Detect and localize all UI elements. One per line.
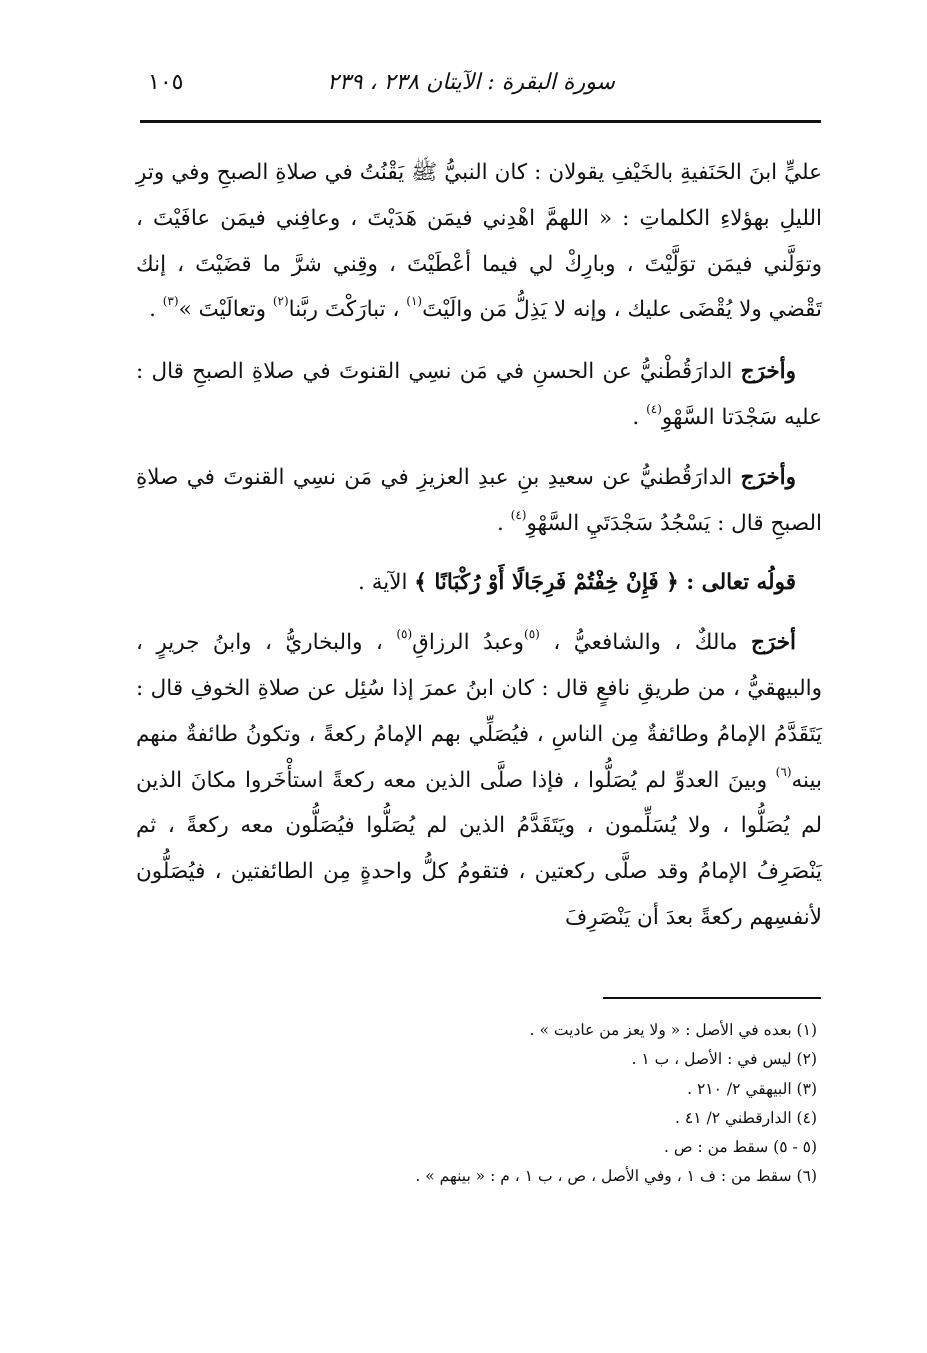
paragraph-text: الدارَقُطْنيُّ عن الحسنِ في مَن نسِي القنوتَ في صلاةِ الصبحِ قال : عليه سَجْدَتا السَّهْوِ xyxy=(136,359,822,430)
paragraph-qunut-dua xyxy=(136,150,822,333)
header-divider xyxy=(140,120,821,123)
footnote-6: (٦) سقط من : ف ١ ، وفي الأصل ، ص ، ب ١ ، م : « بينهم » . xyxy=(415,1167,817,1186)
footnote-ref: (٦) xyxy=(775,764,792,779)
paragraph-text: مالكٌ ، والشافعيُّ ، xyxy=(539,630,751,656)
footnote-3: (٣) البيهقي ٢/ ٢١٠ . xyxy=(687,1079,817,1098)
footnote-5: (٥ - ٥) سقط من : ص . xyxy=(663,1138,817,1157)
paragraph-text: ، والبخاريُّ ، وابنُ جريرٍ ، والبيهقيُّ ، من طريقِ نافعٍ قال : كان ابنُ عمرَ إذا سُئِل عن صلاةِ الخوفِ قال : يَتَقَدَّمُ الإمامُ وطائفةٌ مِن الناسِ ، فيُصَلِّي بهم الإمامُ ركعةً ، وتكونُ طائفةٌ منهم بينه xyxy=(136,630,822,793)
page-number: ١٠٥ xyxy=(148,70,184,95)
paragraph-fear-prayer xyxy=(136,620,822,941)
paragraph-lead: وأخرَج xyxy=(740,464,796,490)
paragraph-text: . xyxy=(149,297,163,323)
footnote-ref: (٤) xyxy=(510,507,527,522)
main-text xyxy=(136,150,822,955)
paragraph-text: . xyxy=(632,404,647,430)
paragraph-verse-heading xyxy=(136,560,822,606)
paragraph-text: وتعالَيْتَ » xyxy=(178,297,273,323)
paragraph-lead: وأخرَج xyxy=(740,359,796,385)
paragraph-text: عليٍّ ابنَ الحَنَفيةِ بالخَيْفِ يقولان : كان النبيُّ ﷺ يَقْنُتُ في صلاةِ الصبحِ وفي وترِ الليلِ بهؤلاءِ الكلماتِ : « اللهمَّ اهْدِني فيمَن هَدَيْتَ ، وعافِني فيمَن عافَيْتَ ، وتوَلَّني فيمَن توَلَّيْتَ ، وبارِكْ لي فيما أعْطَيْتَ ، وقِني شرَّ ما قضَيْتَ ، إنك تَقْضي ولا يُقْضَى عليك ، وإنه لا يَذِلُّ مَن والَيْتَ xyxy=(136,160,822,323)
header-title: سورة البقرة : الآيتان ٢٣٨ ، ٢٣٩ xyxy=(327,70,615,95)
paragraph-text: الدارَقُطنيُّ عن سعيدِ بنِ عبدِ العزيزِ في مَن نسِي القنوتَ في صلاةِ الصبحِ قال : يَسْجُدُ سَجْدَتَيِ السَّهْوِ xyxy=(136,464,822,536)
footnote-ref: (١) xyxy=(406,294,423,309)
footnote-ref: (٥) xyxy=(396,627,413,642)
paragraph-lead: أخرَج xyxy=(750,630,796,656)
footnote-ref: (٥) xyxy=(524,627,540,642)
paragraph-text: وبينَ العدوِّ لم يُصَلُّوا ، فإذا صلَّى الذين معه ركعةً استأْخَروا مكانَ الذين لم يُصَلُّوا ، ولا يُسَلِّمون ، ويَتَقَدَّمُ الذين لم يُصَلُّوا فيُصَلُّون معه ركعةً ، ثم يَنْصَرِفُ الإمامُ وقد صلَّى ركعتين ، فتقومُ كلُّ واحدةٍ مِن الطائفتين ، فيُصَلُّون لأنفسِهم ركعةً بعدَ أن يَنْصَرِفَ xyxy=(136,767,822,930)
paragraph-text: الآية . xyxy=(358,570,415,596)
footnote-ref: (٤) xyxy=(646,401,662,416)
paragraph-text: وعبدُ الرزاقِ xyxy=(412,630,525,656)
running-header xyxy=(140,66,820,106)
footnote-1: (١) بعده في الأصل : « ولا يعز من عاديت » . xyxy=(529,1021,817,1039)
paragraph-text: ، تبارَكْتَ ربَّنا xyxy=(288,297,407,323)
footnote-ref: (٣) xyxy=(162,294,179,309)
quran-verse: ﴿ فَإِنْ خِفْتُمْ فَرِجَالًا أَوْ رُكْبَانًا ﴾ xyxy=(414,570,687,596)
footnote-divider xyxy=(603,997,821,999)
footnote-2: (٢) ليس في : الأصل ، ب ١ . xyxy=(631,1050,817,1069)
paragraph-hasan xyxy=(136,349,822,441)
paragraph-text: . xyxy=(496,510,511,536)
verse-heading-lead: قولُه تعالى : xyxy=(686,570,796,596)
paragraph-said xyxy=(136,455,822,547)
footnote-ref: (٢) xyxy=(272,294,289,309)
footnote-4: (٤) الدارقطني ٢/ ٤١ . xyxy=(675,1108,817,1127)
footnotes xyxy=(297,1016,817,1192)
